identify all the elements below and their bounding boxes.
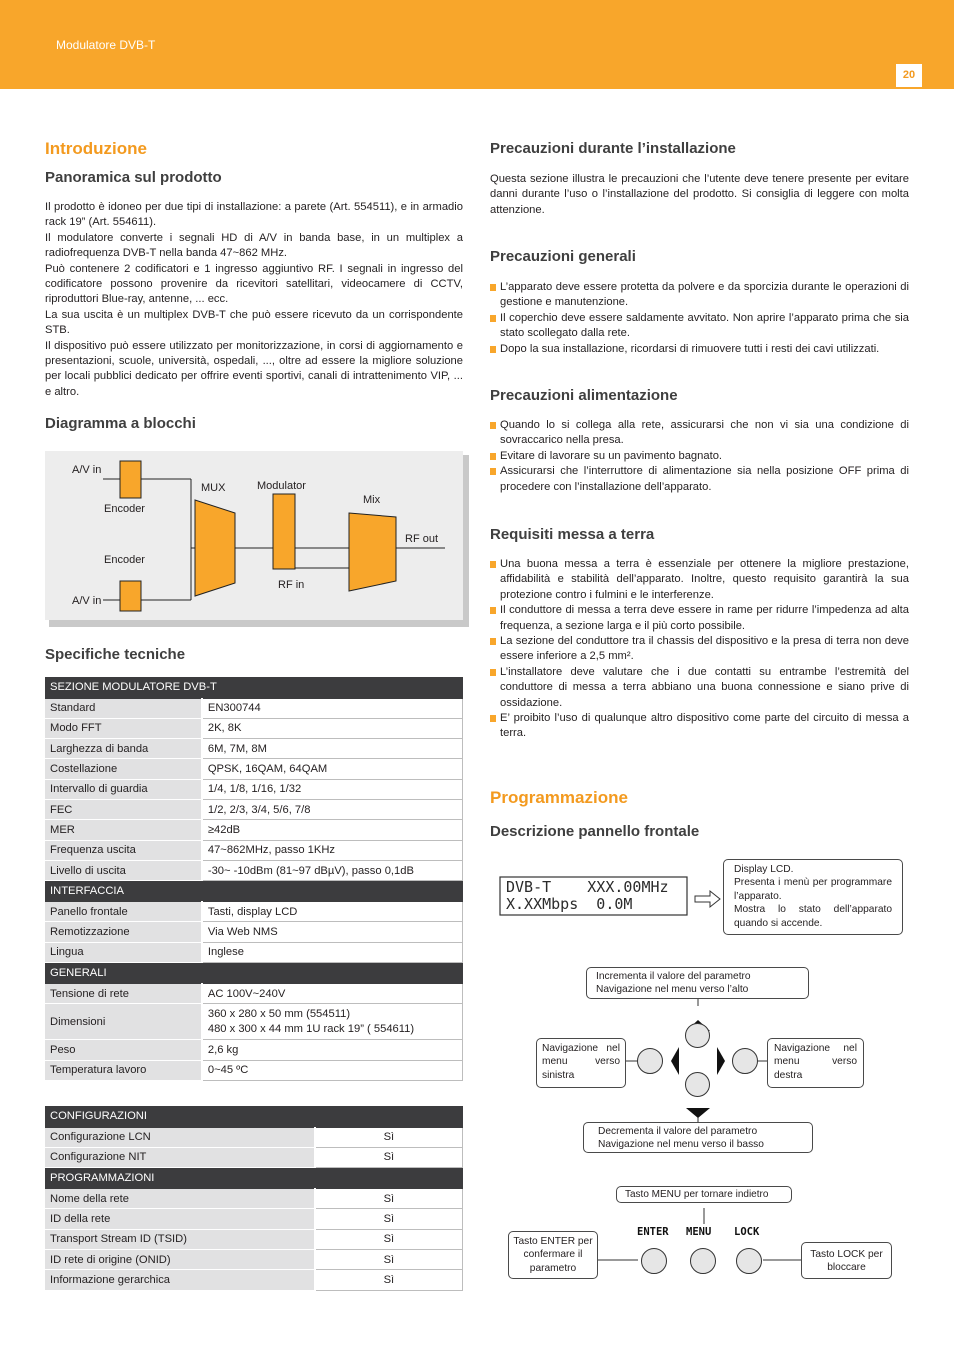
table-section-header: PROGRAMMAZIONI: [45, 1168, 463, 1189]
general-list: [490, 280, 909, 357]
list-item: E’ proibito l’uso di qualunque altro dispositivo come parte del circuito di messa a terra.: [490, 711, 909, 742]
mix-label: Mix: [363, 494, 381, 506]
page-number: 20: [896, 64, 922, 87]
table-row: [45, 820, 463, 840]
list-item: Il conduttore di messa a terra deve essere in rame per ridurre l’impedenza ad alta frequenza, a sezione larga e il più corto possibile.: [490, 603, 909, 634]
table-cell-key: Temperatura lavoro: [45, 1060, 202, 1080]
display-note: Display LCD. Presenta i menù per programmare l’apparato. Mostra lo stato dell’apparato quando si accende.: [723, 859, 903, 935]
list-item: L’installatore deve valutare che i due contatti su entrambe l’estremità del conduttore di messa a terra abbiano una buona connessione e siano prive di ossidazione.: [490, 665, 909, 711]
overview-paragraph: Il modulatore converte i segnali HD di A/V in banda base, in un multiplex a radiofrequenza DVB-T nella banda 47~862 MHz.: [45, 231, 463, 260]
overview-paragraph: Il dispositivo può essere utilizzato per monitorizzazione, in corsi di aggiornamento e presentazioni, scuole, università, ospedali, ..., oltre ad essere la migliore soluzione per locali pubblici dedicato per offrire eventi sportivi, canali di intrattenimento VIP, ... e altro.: [45, 339, 463, 398]
menu-note: Tasto MENU per tornare indietro: [616, 1186, 792, 1203]
table-cell-key: Lingua: [45, 942, 202, 962]
subtitle-messa-a-terra: Requisiti messa a terra: [490, 526, 655, 543]
table-row: [45, 840, 463, 860]
table-section-header: GENERALI: [45, 963, 463, 984]
table-cell-key: Panello frontale: [45, 902, 202, 922]
down-button[interactable]: [685, 1072, 710, 1097]
table-cell-key: FEC: [45, 799, 202, 819]
overview-paragraph: Il prodotto è idoneo per due tipi di installazione: a parete (Art. 554511), e in armadio rack 19” (Art. 554611).: [45, 201, 463, 229]
table-row: [45, 860, 463, 880]
table-cell-key: Configurazione NIT: [45, 1147, 315, 1167]
table-row: [45, 922, 463, 942]
table-cell-key: MER: [45, 820, 202, 840]
overview-paragraph: La sua uscita è un multiplex DVB-T che può essere ricevuto da un corrispondente STB.: [45, 308, 463, 337]
right-button[interactable]: [732, 1048, 758, 1074]
table-cell-value: 2K, 8K: [202, 718, 463, 738]
encoder-2-label: Encoder: [104, 554, 145, 566]
table-cell-value: 1/2, 2/3, 3/4, 5/6, 7/8: [202, 799, 463, 819]
table-cell-key: Informazione gerarchica: [45, 1270, 315, 1290]
table-row: [45, 1147, 463, 1167]
table-cell-value: Sì: [315, 1270, 463, 1290]
table-row: [45, 984, 463, 1004]
table-cell-key: Dimensioni: [45, 1004, 202, 1040]
table-row: [45, 718, 463, 738]
list-item: Il coperchio deve essere saldamente avvitato. Non aprire l’apparato prima che sia stato scollegato dalla rete.: [490, 311, 909, 342]
list-item: Assicurarsi che l’interruttore di alimentazione sia nella posizione OFF prima di procedere con l’installazione dell’apparato.: [490, 464, 909, 495]
table-cell-value: ≥42dB: [202, 820, 463, 840]
table-row: [45, 902, 463, 922]
lcd-line-2: X.XXMbps 0.0M: [506, 895, 633, 913]
list-item: La sezione del conduttore tra il chassis del dispositivo e la presa di terra non deve essere inferiore a 2,5 mm².: [490, 634, 909, 665]
table-row: [45, 1209, 463, 1229]
table-cell-value: Sì: [315, 1249, 463, 1269]
table-cell-key: Standard: [45, 698, 202, 718]
table-row: [45, 759, 463, 779]
up-note: Incrementa il valore del parametro Navigazione nel menu verso l’alto: [586, 967, 809, 999]
section-title-introduzione: Introduzione: [45, 139, 147, 158]
list-item: Quando lo si collega alla rete, assicurarsi che non vi sia una condizione di sovraccarico nella presa.: [490, 418, 909, 449]
table-row: [45, 1249, 463, 1269]
table-cell-key: Peso: [45, 1040, 202, 1060]
table-section-header: INTERFACCIA: [45, 881, 463, 902]
table-row: [45, 779, 463, 799]
table-cell-key: ID della rete: [45, 1209, 315, 1229]
subtitle-precauzioni-installazione: Precauzioni durante l’installazione: [490, 140, 736, 157]
right-note: Navigazione nel menu verso destra: [767, 1038, 864, 1088]
table-row: [45, 739, 463, 759]
enter-label: ENTER: [637, 1226, 669, 1238]
mux-label: MUX: [201, 482, 226, 494]
subtitle-precauzioni-alimentazione: Precauzioni alimentazione: [490, 387, 678, 404]
table-cell-value: Sì: [315, 1127, 463, 1147]
left-note: Navigazione nel menu verso sinistra: [536, 1038, 626, 1088]
lcd-line-1: DVB-T XXX.00MHz: [506, 878, 669, 896]
table-cell-value: AC 100V~240V: [202, 984, 463, 1004]
table-cell-key: Tensione di rete: [45, 984, 202, 1004]
list-item: Evitare di lavorare su un pavimento bagnato.: [490, 449, 909, 464]
table-cell-value: 47~862MHz, passo 1KHz: [202, 840, 463, 860]
ground-list: [490, 557, 909, 742]
lock-label: LOCK: [734, 1226, 760, 1238]
table-cell-value: Sì: [315, 1209, 463, 1229]
table-cell-key: Nome della rete: [45, 1189, 315, 1209]
table-cell-value: 2,6 kg: [202, 1040, 463, 1060]
down-note: Decrementa il valore del parametro Navigazione nel menu verso il basso: [583, 1122, 813, 1153]
table-row: [45, 942, 463, 962]
table-cell-value: QPSK, 16QAM, 64QAM: [202, 759, 463, 779]
table-cell-value: Sì: [315, 1147, 463, 1167]
table-cell-value: Sì: [315, 1189, 463, 1209]
table-cell-key: ID rete di origine (ONID): [45, 1249, 315, 1269]
enter-button[interactable]: [641, 1248, 667, 1274]
block-diagram: [45, 451, 465, 623]
encoder-1-label: Encoder: [104, 503, 145, 515]
table-section-header: CONFIGURAZIONI: [45, 1106, 463, 1127]
list-item: Una buona messa a terra è essenziale per ottenere la migliore prestazione, affidabilità e stabilità dell’apparato. Inoltre, questo requisito garantirà la sua protezione contro i fulmini e le interferenze.: [490, 557, 909, 603]
install-text: Questa sezione illustra le precauzioni che l’utente deve tenere presente per evitare danni durante l’uso o l’installazione del prodotto. Si consiglia di leggere con molta attenzione.: [490, 173, 909, 216]
section-title-programmazione: Programmazione: [490, 788, 628, 807]
table-row: [45, 1004, 463, 1040]
subtitle-pannello-frontale: Descrizione pannello frontale: [490, 823, 700, 840]
subtitle-diagramma: Diagramma a blocchi: [45, 415, 196, 432]
table-cell-value: [202, 1004, 463, 1040]
rf-out-label: RF out: [405, 533, 439, 545]
rf-in-label: RF in: [278, 579, 305, 591]
modulator-label: Modulator: [257, 480, 306, 492]
table-cell-value: 1/4, 1/8, 1/16, 1/32: [202, 779, 463, 799]
overview-text: [45, 200, 463, 400]
table-cell-key: Livello di uscita: [45, 860, 202, 880]
dimensioni-line: 480 x 300 x 44 mm 1U rack 19” ( 554611): [207, 1022, 415, 1035]
table-cell-key: Transport Stream ID (TSID): [45, 1229, 315, 1249]
left-button[interactable]: [637, 1048, 663, 1074]
up-button[interactable]: [685, 1023, 710, 1048]
subtitle-precauzioni-generali: Precauzioni generali: [490, 248, 636, 265]
menu-button[interactable]: [690, 1248, 716, 1274]
table-cell-value: Sì: [315, 1229, 463, 1249]
table-cell-value: 6M, 7M, 8M: [202, 739, 463, 759]
table-cell-value: -30~ -10dBm (81~97 dBµV), passo 0,1dB: [202, 860, 463, 880]
table-cell-key: Intervallo di guardia: [45, 779, 202, 799]
subtitle-specifiche: Specifiche tecniche: [45, 646, 186, 663]
list-item: L’apparato deve essere protetta da polvere e da sporcizia durante le operazioni di gestione e manutenzione.: [490, 280, 909, 311]
table-cell-key: Costellazione: [45, 759, 202, 779]
lock-note: Tasto LOCK per bloccare: [801, 1242, 892, 1279]
list-item: Dopo la sua installazione, ricordarsi di rimuovere tutti i resti dei cavi utilizzati.: [490, 342, 909, 357]
menu-label: MENU: [686, 1226, 712, 1238]
header-title: Modulatore DVB-T: [56, 38, 156, 52]
table-cell-key: Larghezza di banda: [45, 739, 202, 759]
table-cell-key: Configurazione LCN: [45, 1127, 315, 1147]
config-table: [45, 1106, 463, 1291]
subtitle-panoramica: Panoramica sul prodotto: [45, 169, 222, 186]
table-cell-key: Modo FFT: [45, 718, 202, 738]
table-row: [45, 799, 463, 819]
table-cell-value: Inglese: [202, 942, 463, 962]
table-cell-value: 0~45 ºC: [202, 1060, 463, 1080]
table-row: [45, 1040, 463, 1060]
table-row: [45, 1189, 463, 1209]
table-cell-key: Remotizzazione: [45, 922, 202, 942]
table-cell-value: Tasti, display LCD: [202, 902, 463, 922]
table-cell-value: EN300744: [202, 698, 463, 718]
lock-button[interactable]: [736, 1248, 762, 1274]
table-cell-key: Frequenza uscita: [45, 840, 202, 860]
overview-paragraph: Può contenere 2 codificatori e 1 ingresso aggiuntivo RF. I segnali in ingresso del codificatore possono provenire da ricevitori satellitari, videocamere di CCTV, riproduttori Blue-ray, antenne, ... ecc.: [45, 262, 463, 306]
table-row: [45, 1127, 463, 1147]
enter-note: Tasto ENTER per confermare il parametro: [508, 1231, 598, 1279]
table-row: [45, 1270, 463, 1290]
table-section-header: SEZIONE MODULATORE DVB-T: [45, 677, 463, 698]
av-in-2-label: A/V in: [72, 595, 102, 607]
table-row: [45, 1229, 463, 1249]
av-in-1-label: A/V in: [72, 464, 102, 476]
table-row: [45, 1060, 463, 1080]
power-list: [490, 418, 909, 495]
specs-table: [45, 677, 463, 1081]
table-row: [45, 698, 463, 718]
table-cell-value: Via Web NMS: [202, 922, 463, 942]
dimensioni-line: 360 x 280 x 50 mm (554511): [207, 1007, 351, 1020]
